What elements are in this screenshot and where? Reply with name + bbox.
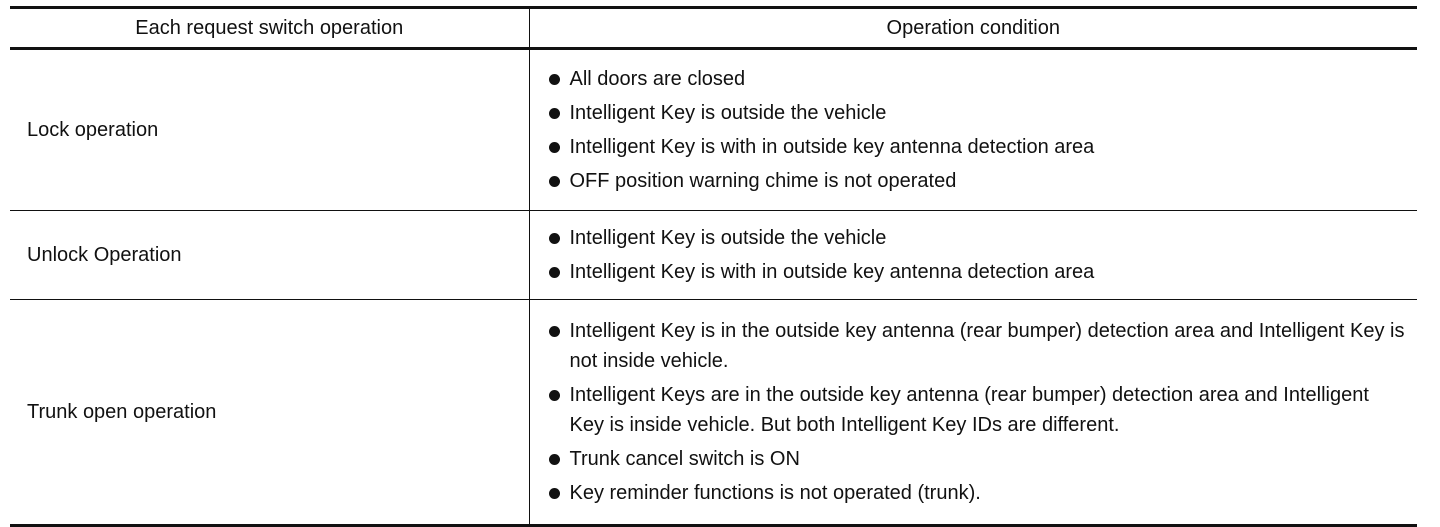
header-row bbox=[10, 8, 1417, 49]
bullet-icon bbox=[549, 488, 560, 499]
request-switch-operation-table bbox=[10, 6, 1417, 527]
header-operation: Each request switch operation bbox=[10, 8, 529, 49]
table-row-unlock bbox=[10, 211, 1417, 300]
bullet-icon bbox=[549, 326, 560, 337]
condition-text: All doors are closed bbox=[569, 68, 746, 90]
bullet-icon bbox=[549, 74, 560, 85]
bullet-icon bbox=[549, 233, 560, 244]
condition-text: Intelligent Key is outside the vehicle bbox=[569, 227, 887, 249]
condition-text: OFF position warning chime is not operated bbox=[569, 170, 957, 192]
condition-cell bbox=[529, 300, 1417, 526]
condition-item bbox=[547, 257, 1406, 287]
condition-cell bbox=[529, 211, 1417, 300]
bullet-icon bbox=[549, 108, 560, 119]
condition-cell bbox=[529, 49, 1417, 211]
table-header bbox=[10, 8, 1417, 49]
condition-item bbox=[547, 64, 1406, 94]
condition-list bbox=[547, 223, 1406, 287]
condition-list bbox=[547, 64, 1406, 196]
condition-item bbox=[547, 223, 1406, 253]
condition-list bbox=[547, 316, 1406, 508]
bullet-icon bbox=[549, 142, 560, 153]
table-row-trunk bbox=[10, 300, 1417, 526]
condition-item bbox=[547, 444, 1406, 474]
table-body bbox=[10, 49, 1417, 526]
condition-item bbox=[547, 166, 1406, 196]
condition-item bbox=[547, 478, 1406, 508]
table-row-lock bbox=[10, 49, 1417, 211]
condition-item bbox=[547, 316, 1406, 376]
condition-item bbox=[547, 98, 1406, 128]
bullet-icon bbox=[549, 454, 560, 465]
operation-cell: Trunk open operation bbox=[10, 300, 529, 526]
operation-cell: Unlock Operation bbox=[10, 211, 529, 300]
condition-item bbox=[547, 380, 1406, 440]
condition-text: Key reminder functions is not operated (trunk). bbox=[569, 482, 981, 504]
condition-text: Intelligent Key is outside the vehicle bbox=[569, 102, 887, 124]
bullet-icon bbox=[549, 267, 560, 278]
condition-text: Intelligent Key is with in outside key antenna detection area bbox=[569, 261, 1095, 283]
condition-text: Trunk cancel switch is ON bbox=[569, 448, 800, 470]
operation-cell: Lock operation bbox=[10, 49, 529, 211]
condition-text: Intelligent Key is with in outside key antenna detection area bbox=[569, 136, 1095, 158]
bullet-icon bbox=[549, 390, 560, 401]
condition-text: Intelligent Key is in the outside key antenna (rear bumper) detection area and Intelligent Key is not inside vehicle. bbox=[569, 320, 1405, 372]
bullet-icon bbox=[549, 176, 560, 187]
condition-item bbox=[547, 132, 1406, 162]
condition-text: Intelligent Keys are in the outside key antenna (rear bumper) detection area and Intelligent Key is inside vehicle. But both Intelligent Key IDs are different. bbox=[569, 384, 1369, 436]
header-condition: Operation condition bbox=[886, 17, 1060, 39]
